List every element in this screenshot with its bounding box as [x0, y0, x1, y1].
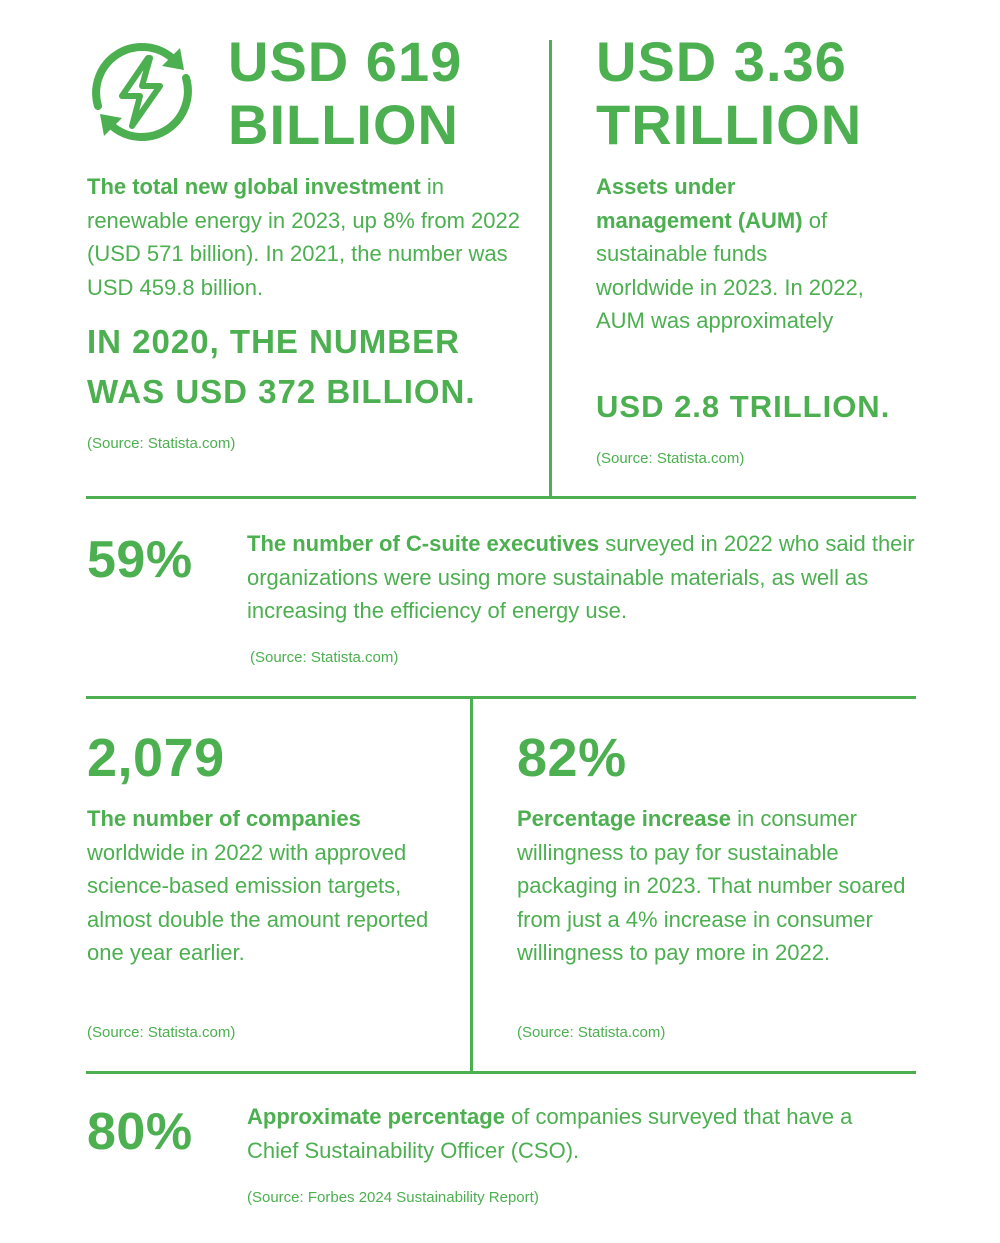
csuite-percentage: 59% [87, 531, 193, 589]
section-divider-3 [86, 1071, 916, 1074]
investment-headline [228, 30, 462, 156]
investment-description [87, 170, 522, 304]
aum-headline [596, 30, 862, 156]
top-column-divider [549, 40, 552, 496]
packaging-description [517, 802, 917, 970]
section-divider-2 [86, 696, 916, 699]
headline-line-1: USD 619 [228, 30, 463, 93]
aum-description-bold: Assets under management (AUM) [596, 174, 803, 233]
csuite-source: (Source: Statista.com) [250, 649, 399, 666]
cso-description-rest: of companies surveyed that have a Chief Sustainability Officer (CSO). [247, 1104, 853, 1163]
aum-headline-line-2: TRILLION [596, 93, 863, 156]
packaging-percentage: 82% [517, 728, 627, 788]
csuite-description-rest: surveyed in 2022 who said their organizations were using more sustainable materials, as well as increasing the efficiency of energy use. [247, 531, 915, 623]
companies-source: (Source: Statista.com) [87, 1024, 236, 1041]
renewable-energy-cycle-icon [84, 40, 200, 144]
aum-2022-callout: USD 2.8 TRILLION. [596, 389, 891, 424]
companies-description-rest: worldwide in 2022 with approved science-based emission targets, almost double the amount reported one year earlier. [87, 839, 429, 965]
investment-description-rest: in renewable energy in 2023, up 8% from 2022 (USD 571 billion). In 2021, the number was USD 459.8 billion. [87, 174, 520, 300]
cso-percentage: 80% [87, 1103, 193, 1161]
csuite-description-bold: The number of C-suite executives [247, 531, 600, 556]
aum-description-rest: of sustainable funds worldwide in 2023. In 2022, AUM was approximately [596, 207, 864, 333]
packaging-description-bold: Percentage increase [517, 806, 732, 831]
headline-line-2: BILLION [228, 93, 459, 156]
investment-source: (Source: Statista.com) [87, 435, 236, 452]
csuite-description [247, 527, 927, 628]
companies-description [87, 802, 437, 970]
cso-description-bold: Approximate percentage [247, 1104, 505, 1129]
aum-headline-line-1: USD 3.36 [596, 30, 847, 93]
aum-source: (Source: Statista.com) [596, 450, 745, 467]
middle-column-divider [470, 698, 473, 1072]
cso-description [247, 1100, 887, 1167]
companies-description-bold: The number of companies [87, 806, 361, 831]
investment-description-bold: The total new global investment [87, 174, 421, 199]
aum-description [596, 170, 866, 338]
companies-count: 2,079 [87, 728, 225, 788]
packaging-description-rest: in consumer willingness to pay for sustainable packaging in 2023. That number soared from just a 4% increase in consumer willingness to pay more in 2022. [517, 806, 906, 965]
section-divider-1 [86, 496, 916, 499]
cso-source: (Source: Forbes 2024 Sustainability Report) [247, 1189, 539, 1206]
investment-2020-callout: IN 2020, THE NUMBER WAS USD 372 BILLION. [87, 323, 476, 410]
packaging-source: (Source: Statista.com) [517, 1024, 666, 1041]
